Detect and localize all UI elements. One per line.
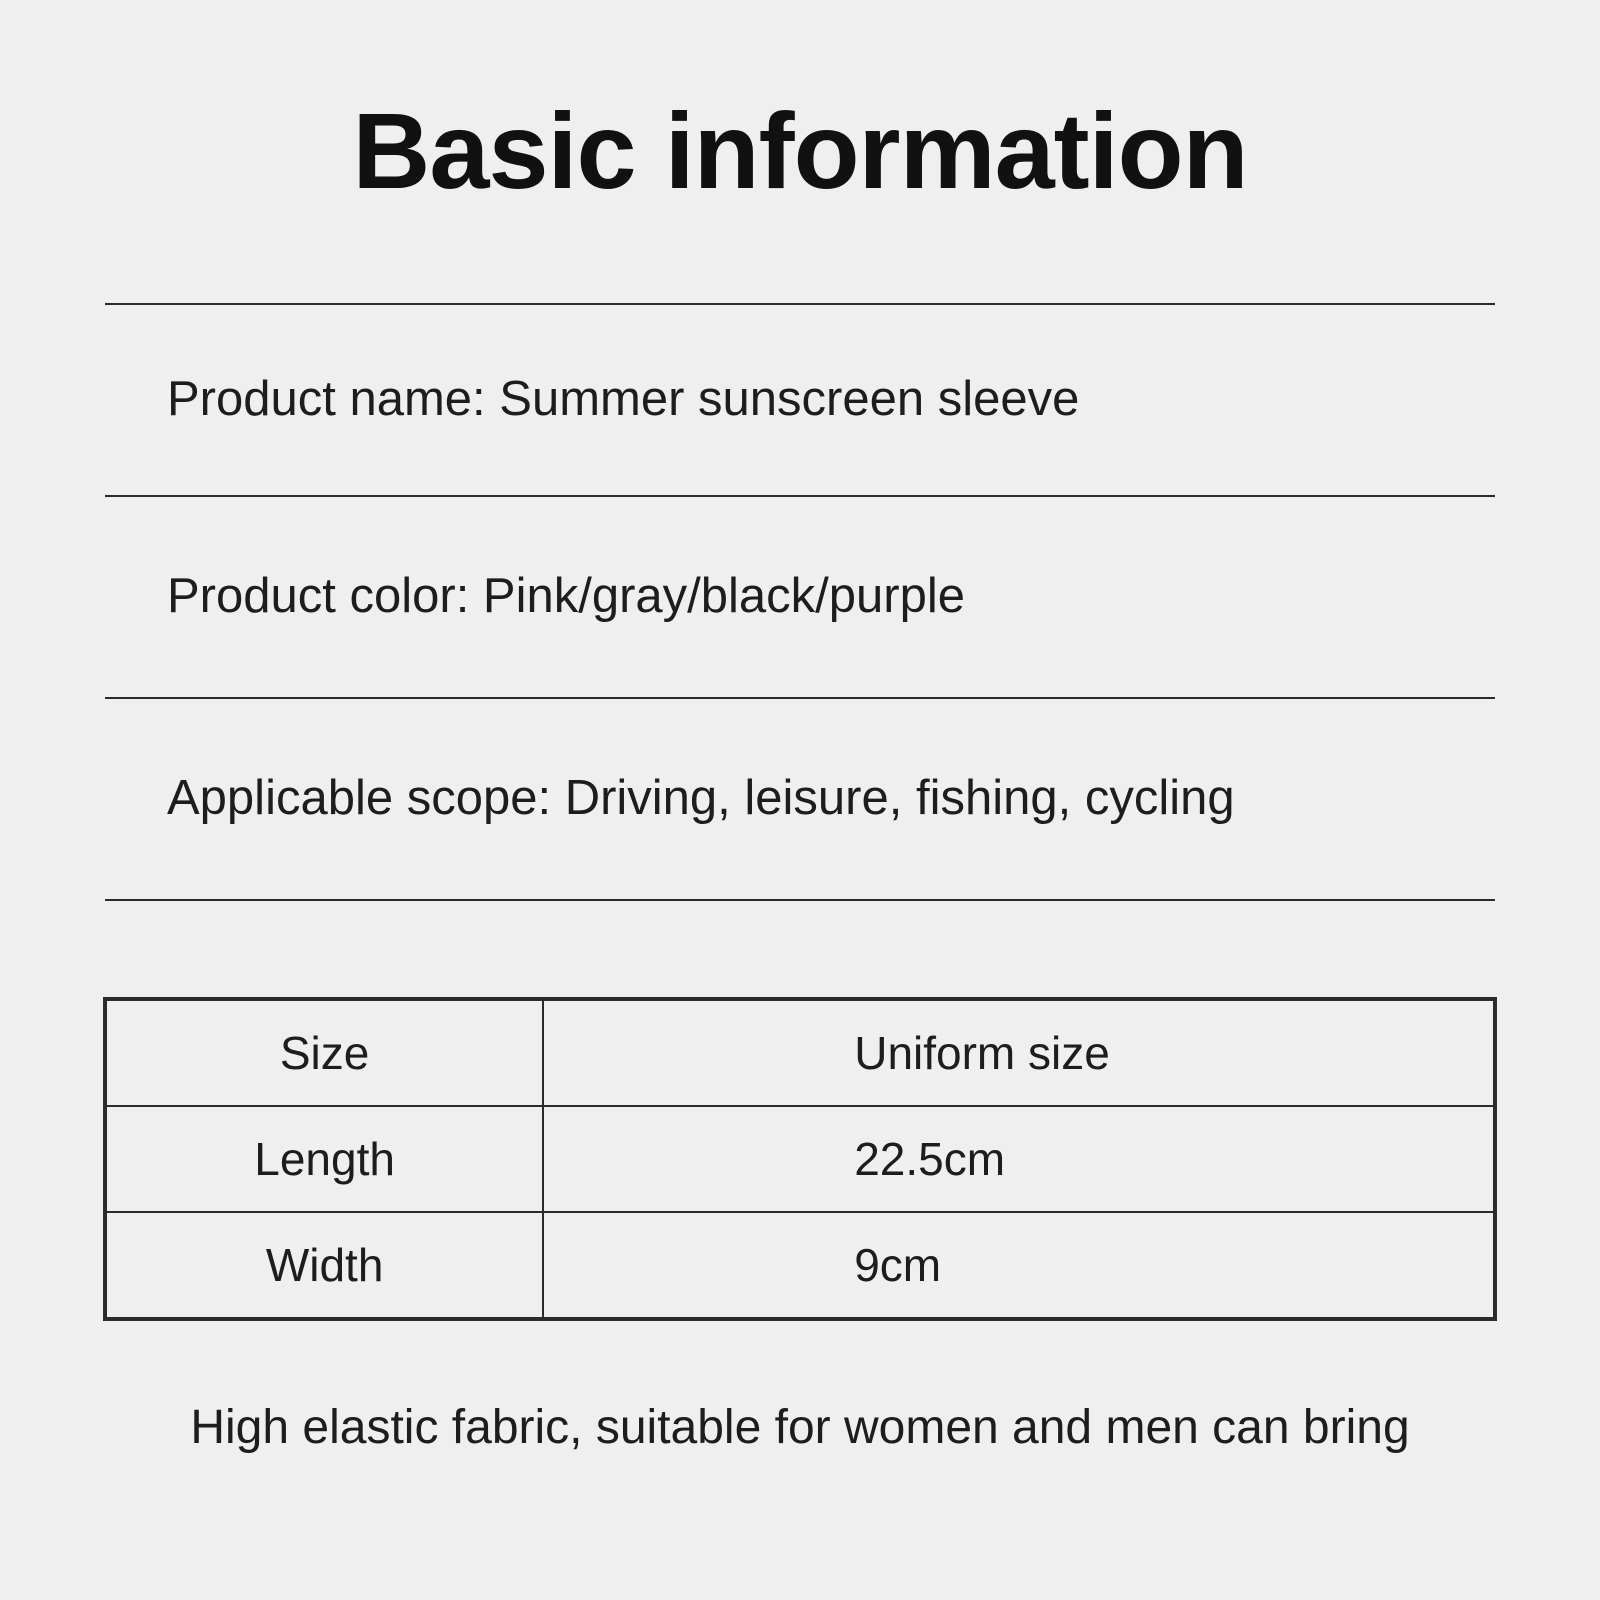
table-row [106,1106,1494,1212]
divider-3 [105,899,1495,901]
info-row-text: Applicable scope: Driving, leisure, fishing, cycling [167,771,1235,826]
spec-table [105,999,1495,1319]
page-title: Basic information [352,90,1248,211]
info-row-applicable-scope [105,699,1495,899]
spec-label: Width [106,1212,543,1318]
info-list [0,303,1600,901]
spec-value: 9cm [543,1212,1494,1318]
spec-value: 22.5cm [543,1106,1494,1212]
info-row-text: Product name: Summer sunscreen sleeve [167,372,1080,427]
spec-value: Uniform size [543,1000,1494,1106]
info-row-text: Product color: Pink/gray/black/purple [167,569,965,624]
spec-label: Length [106,1106,543,1212]
spec-table-wrapper [103,997,1497,1321]
spec-label: Size [106,1000,543,1106]
footnote-text: High elastic fabric, suitable for women and men can bring [190,1400,1410,1454]
table-row [106,1212,1494,1318]
info-row-product-name [105,305,1495,495]
table-row [106,1000,1494,1106]
info-row-product-color [105,497,1495,697]
